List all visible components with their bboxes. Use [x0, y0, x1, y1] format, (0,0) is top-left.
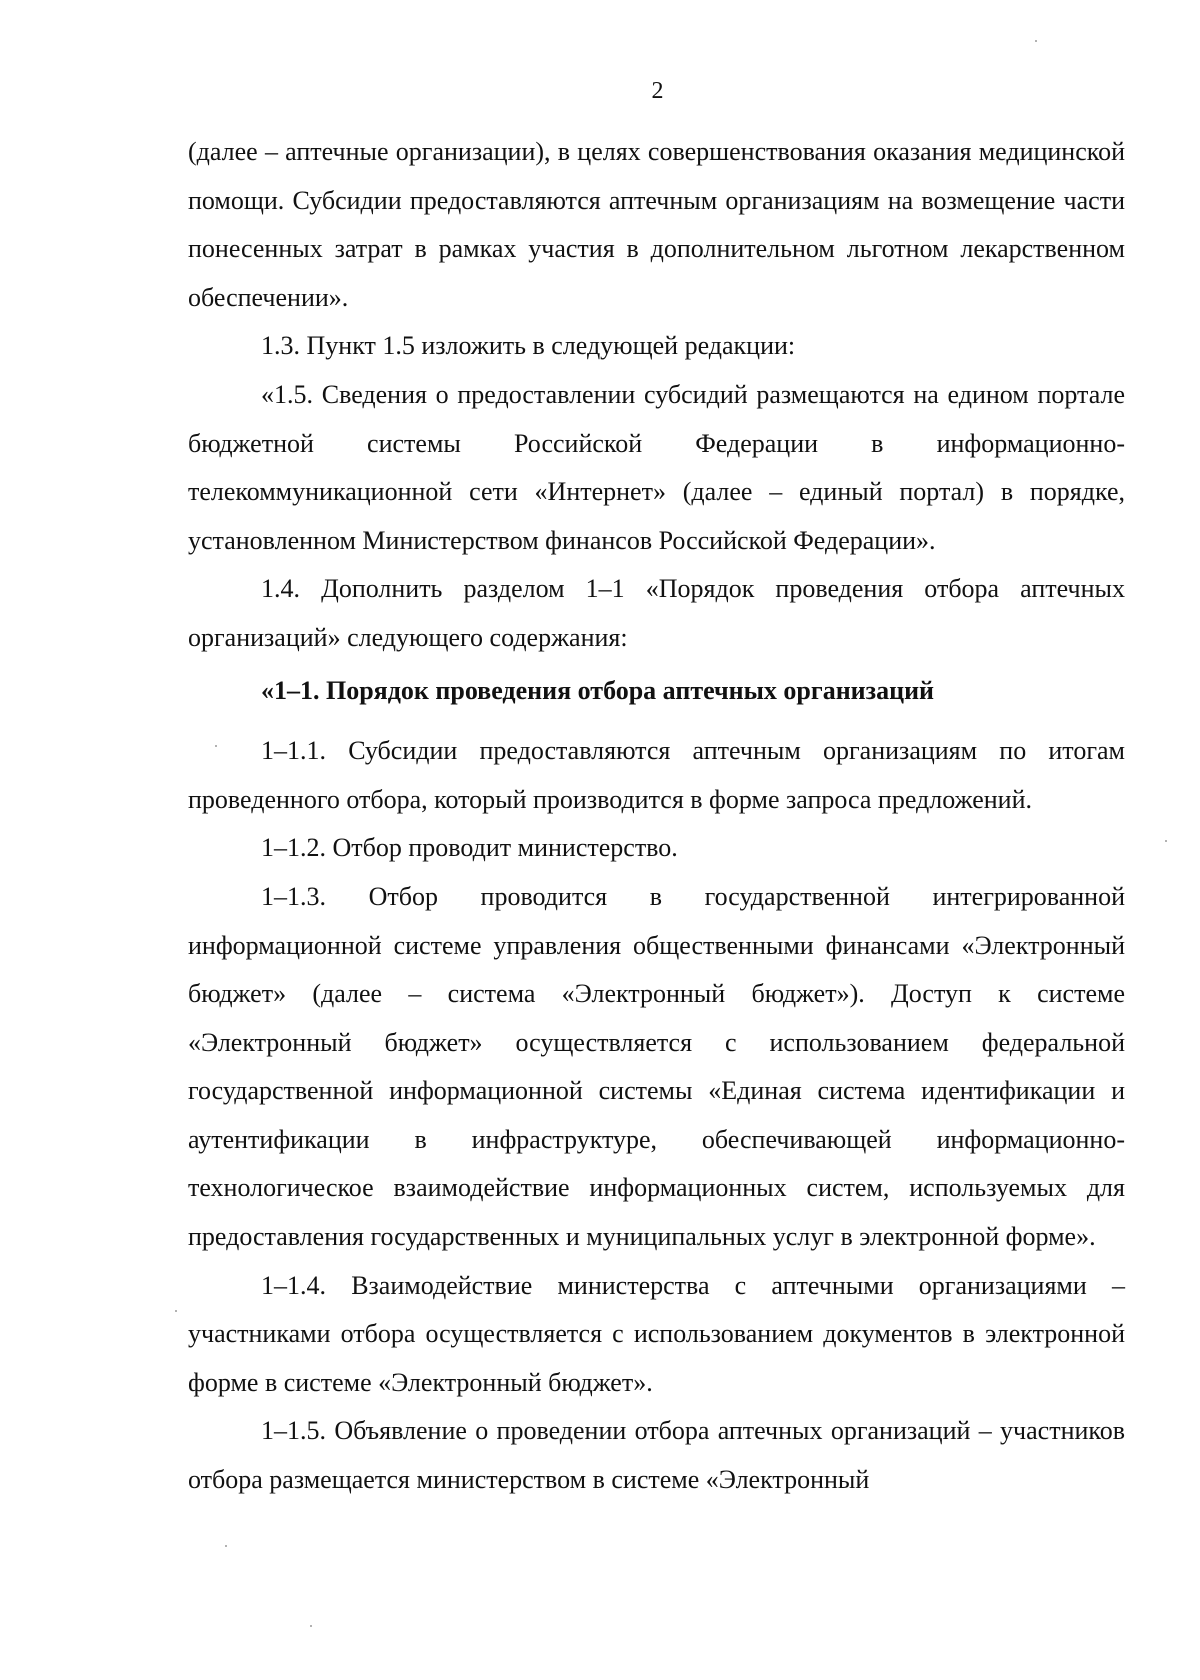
- scan-speck: [310, 1625, 312, 1627]
- paragraph-1-1-2: 1–1.2. Отбор проводит министерство.: [261, 833, 678, 863]
- scan-speck: [225, 1545, 227, 1547]
- section-heading: «1–1. Порядок проведения отбора аптечных организаций: [261, 675, 935, 705]
- paragraph-1-5-quote: «1.5. Сведения о предоставлении субсидий размещаются на едином портале бюджетной системы Российской Федерации в информационно-телекоммуникационной сети «Интернет» (далее – единый портал) в порядке, установленном Министерством финансов Российской Федерации».: [188, 379, 1125, 555]
- scan-speck: [175, 1310, 177, 1312]
- paragraph-1-1-4: 1–1.4. Взаимодействие министерства с аптечными организациями – участниками отбора осуществляется с использованием документов в электронной форме в системе «Электронный бюджет».: [188, 1270, 1125, 1397]
- page-number: 2: [651, 78, 664, 104]
- document-body: [188, 128, 1125, 1505]
- paragraph-1-4: 1.4. Дополнить разделом 1–1 «Порядок проведения отбора аптечных организаций» следующего содержания:: [188, 574, 1125, 652]
- paragraph-1-1-1: 1–1.1. Субсидии предоставляются аптечным организациям по итогам проведенного отбора, который производится в форме запроса предложений.: [188, 736, 1125, 814]
- paragraph-1-3: 1.3. Пункт 1.5 изложить в следующей редакции:: [261, 331, 796, 361]
- paragraph-1-1-3: 1–1.3. Отбор проводится в государственной интегрированной информационной системе управления общественными финансами «Электронный бюджет» (далее – система «Электронный бюджет»). Доступ к системе «Электронный бюджет» осуществляется с использованием федеральной государственной информационной системы «Единая система идентификации и аутентификации в инфраструктуре, обеспечивающей информационно-технологическое взаимодействие информационных систем, используемых для предоставления государственных и муниципальных услуг в электронной форме».: [188, 881, 1125, 1252]
- scan-speck: [1165, 840, 1167, 842]
- paragraph-1-1-5: 1–1.5. Объявление о проведении отбора аптечных организаций – участников отбора размещается министерством в системе «Электронный: [188, 1416, 1125, 1495]
- scan-speck: [1035, 40, 1037, 42]
- paragraph-continuation: (далее – аптечные организации), в целях совершенствования оказания медицинской помощи. Субсидии предоставляются аптечным организациям на возмещение части понесенных затрат в рамках участия в дополнительном льготном лекарственном обеспечении».: [188, 137, 1125, 312]
- scan-speck: [215, 745, 217, 747]
